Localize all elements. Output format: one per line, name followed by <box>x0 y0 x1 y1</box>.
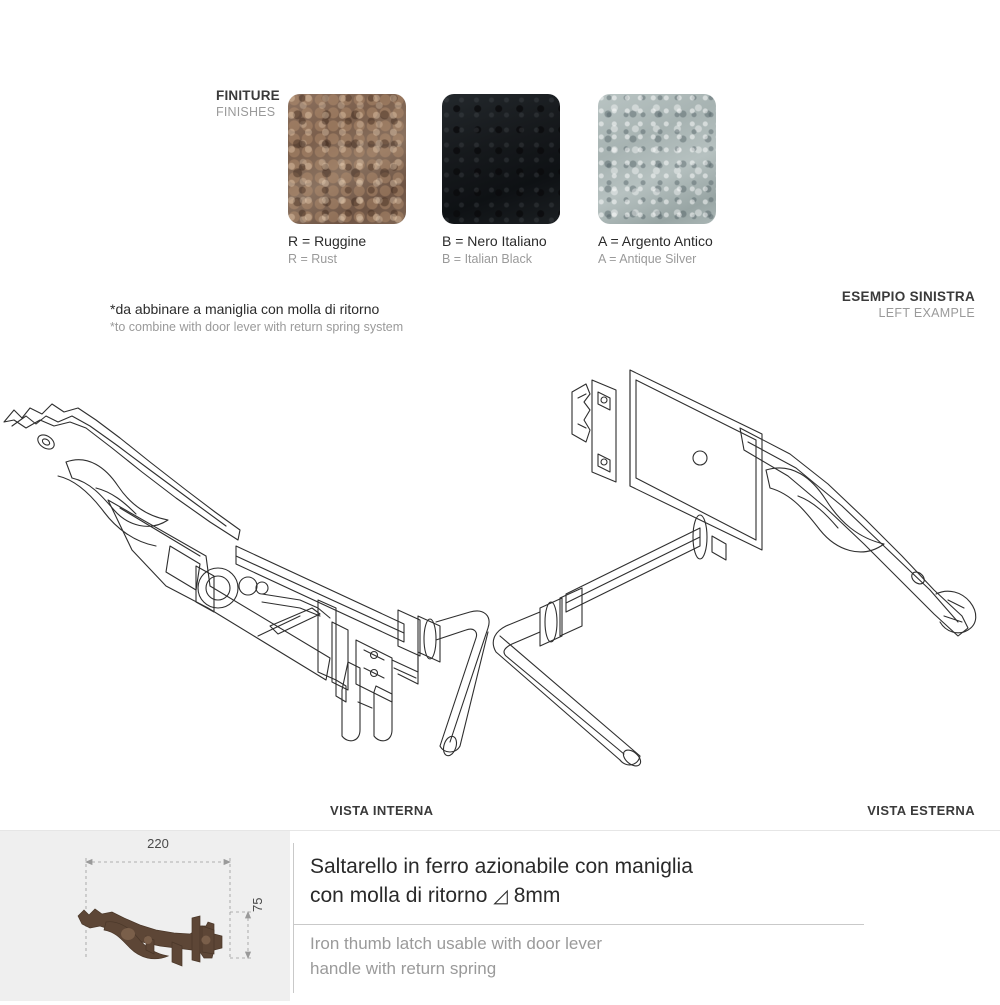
antique-silver-finish-swatch <box>598 94 716 224</box>
rust-finish-label-it: R = Ruggine <box>288 233 367 249</box>
rust-finish-caption <box>288 233 366 268</box>
product-thumbnail <box>0 830 290 1000</box>
rust-texture <box>288 94 406 224</box>
rust-finish-label-en: R = Rust <box>288 252 337 266</box>
finishes-heading-en: FINISHES <box>216 105 276 119</box>
italian-black-texture <box>442 94 560 224</box>
view-caption-external: VISTA ESTERNA <box>867 803 975 818</box>
external-view-drawing <box>493 370 976 769</box>
description-rule <box>294 924 864 925</box>
latch-line-drawings <box>0 350 1000 800</box>
dimension-height-label: 75 <box>250 897 265 912</box>
dimension-width-label: 220 <box>147 836 169 851</box>
description-line-2-text: con molla di ritorno <box>310 884 488 907</box>
antique-silver-finish-label-it: A = Argento Antico <box>598 233 713 249</box>
combination-note-it: *da abbinare a maniglia con molla di ritorno <box>110 301 380 317</box>
antique-silver-texture <box>598 94 716 224</box>
description-line-1: Saltarello in ferro azionabile con maniglia <box>310 855 693 878</box>
band-divider <box>293 843 294 993</box>
combination-note-en: *to combine with door lever with return spring system <box>110 320 404 334</box>
product-description-it <box>310 852 970 911</box>
description-en-line-1: Iron thumb latch usable with door lever <box>310 934 602 953</box>
square-section-icon: ◿ <box>493 886 508 907</box>
finishes-heading-it: FINITURE <box>216 88 280 103</box>
example-side-label-en: LEFT EXAMPLE <box>878 306 975 320</box>
technical-drawings <box>0 350 1000 800</box>
antique-silver-finish-label-en: A = Antique Silver <box>598 252 697 266</box>
description-en-line-2: handle with return spring <box>310 959 497 978</box>
finishes-heading <box>216 88 286 120</box>
product-description-en <box>310 931 970 981</box>
italian-black-finish-label-en: B = Italian Black <box>442 252 532 266</box>
description-line-2-size: 8mm <box>513 884 561 907</box>
rust-finish-swatch <box>288 94 406 224</box>
example-side-label-it: ESEMPIO SINISTRA <box>841 289 975 304</box>
antique-silver-finish-caption <box>598 233 713 268</box>
italian-black-finish-label-it: B = Nero Italiano <box>442 233 547 249</box>
view-caption-internal: VISTA INTERNA <box>330 803 434 818</box>
combination-note <box>110 300 403 336</box>
description-line-2 <box>310 881 970 911</box>
italian-black-finish-swatch <box>442 94 560 224</box>
product-thumbnail-box <box>0 830 290 1000</box>
italian-black-finish-caption <box>442 233 547 268</box>
internal-view-drawing <box>4 404 489 757</box>
example-side-label <box>842 288 975 322</box>
